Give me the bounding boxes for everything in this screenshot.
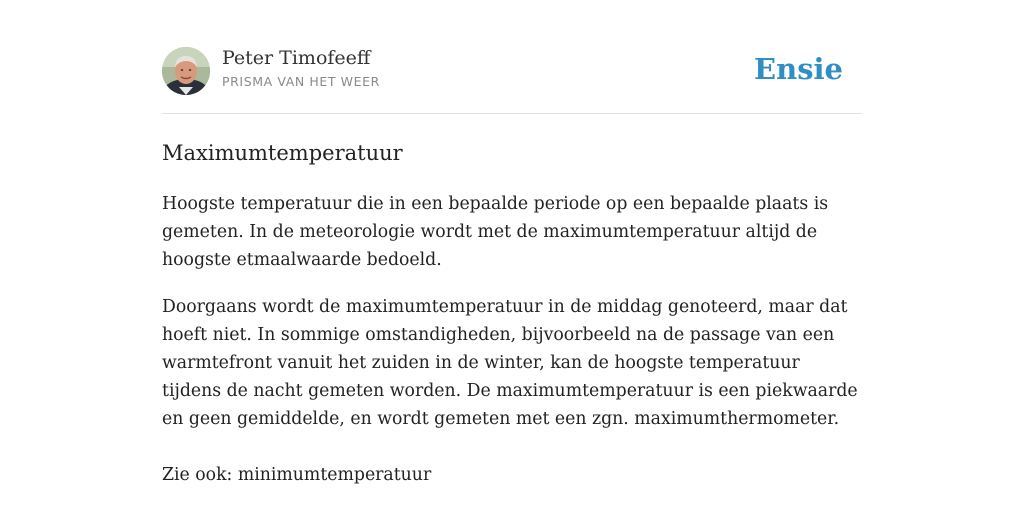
definition-card (162, 0, 862, 512)
header-divider (162, 113, 862, 114)
author-name[interactable]: Peter Timofeeff (222, 47, 371, 69)
card-header (162, 46, 862, 96)
entry-paragraph: Doorgaans wordt de maximumtemperatuur in de middag genoteerd, maar dat hoeft niet. In sommige omstandigheden, bijvoorbeeld na de passage van een warmtefront vanuit het zuiden in de winter, kan de hoogste temperatuur tijdens de nacht gemeten worden. De maximumtemperatuur is een piekwaarde en geen gemiddelde, en wordt gemeten met een zgn. maximumthermometer. (162, 297, 858, 429)
author-avatar[interactable] (162, 47, 210, 95)
see-also-link[interactable]: Zie ook: minimumtemperatuur (162, 465, 432, 485)
author-subtitle[interactable]: PRISMA VAN HET WEER (222, 74, 380, 89)
entry-paragraph: Hoogste temperatuur die in een bepaalde periode op een bepaalde plaats is gemeten. In de meteorologie wordt met de maximumtemperatuur altijd de hoogste etmaalwaarde bedoeld. (162, 194, 829, 270)
entry-term: Maximumtemperatuur (162, 141, 403, 165)
brand-logo[interactable]: Ensie (754, 52, 843, 86)
entry-body (162, 190, 862, 452)
author-portrait-icon (162, 47, 210, 95)
